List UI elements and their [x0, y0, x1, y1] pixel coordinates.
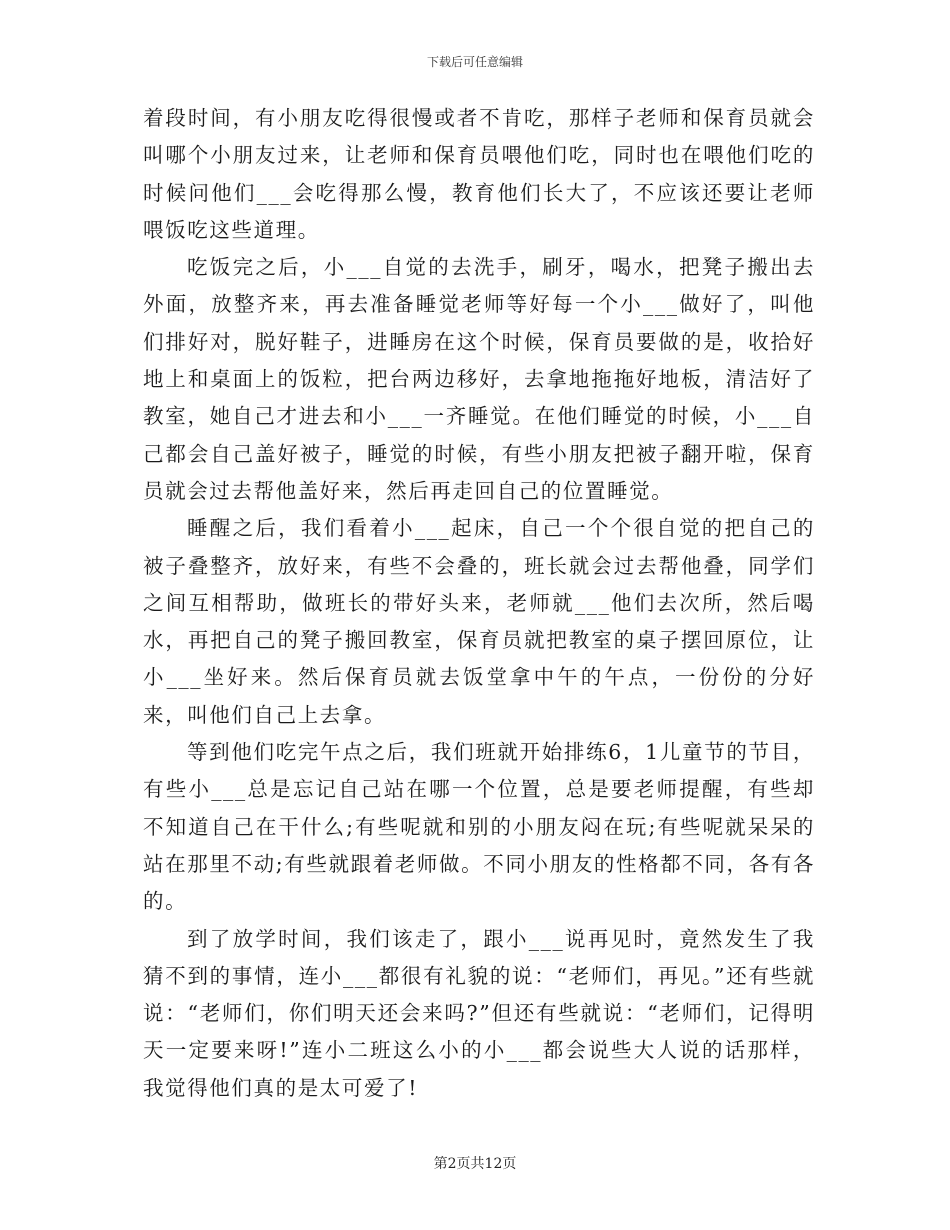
paragraph-2: 吃饭完之后，小___自觉的去洗手，刷牙，喝水，把凳子搬出去外面，放整齐来，再去准备睡觉老师等好每一个小___做好了，叫他们排好对，脱好鞋子，进睡房在这个时候，保育员要做的是，收拾好地上和桌面上的饭粒，把台两边移好，去拿地拖拖好地板，清洁好了教室，她自己才进去和小___一齐睡觉。在他们睡觉的时候，小___自己都会自己盖好被子，睡觉的时候，有些小朋友把被子翻开啦，保育员就会过去帮他盖好来，然后再走回自己的位置睡觉。: [143, 255, 815, 503]
paragraph-4: 等到他们吃完午点之后，我们班就开始排练6，1儿童节的节目，有些小___总是忘记自己站在哪一个位置，总是要老师提醒，有些却不知道自己在干什么;有些呢就和别的小朋友闷在玩;有些呢就呆呆的站在那里不动;有些就跟着老师做。不同小朋友的性格都不同，各有各的。: [143, 740, 815, 914]
paragraph-3: 睡醒之后，我们看着小___起床，自己一个个很自觉的把自己的被子叠整齐，放好来，有些不会叠的，班长就会过去帮他叠，同学们之间互相帮助，做班长的带好头来，老师就___他们去次所，然后喝水，再把自己的凳子搬回教室，保育员就把教室的桌子摆回原位，让小___坐好来。然后保育员就去饭堂拿中午的午点，一份份的分好来，叫他们自己上去拿。: [143, 516, 815, 727]
document-body: [143, 100, 815, 1107]
paragraph-5: 到了放学时间，我们该走了，跟小___说再见时，竟然发生了我猜不到的事情，连小___都很有礼貌的说：“老师们，再见。”还有些就说：“老师们，你们明天还会来吗?”但还有些就说：“老师们，记得明天一定要来呀!”连小二班这么小的小___都会说些大人说的话那样，我觉得他们真的是太可爱了!: [143, 926, 815, 1100]
page-number: 第2页共12页: [433, 1156, 517, 1172]
page-header: 下载后可任意编辑: [426, 55, 523, 69]
paragraph-1: 着段时间，有小朋友吃得很慢或者不肯吃，那样子老师和保育员就会叫哪个小朋友过来，让老师和保育员喂他们吃，同时也在喂他们吃的时候问他们___会吃得那么慢，教育他们长大了，不应该还要让老师喂饭吃这些道理。: [143, 106, 815, 242]
